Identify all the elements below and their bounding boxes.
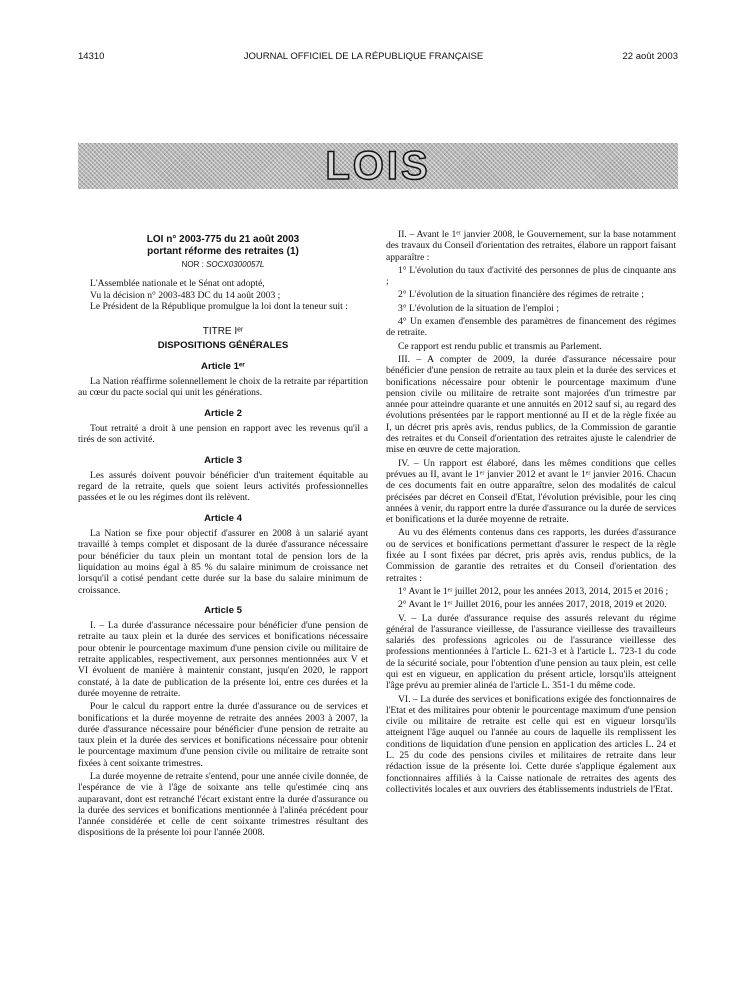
law-title (78, 234, 368, 257)
intro-line: Vu la décision n° 2003-483 DC du 14 août 2003 ; (90, 289, 281, 301)
article-1-heading: Article 1ᵉʳ (201, 360, 245, 372)
paragraph-iv: IV. – Un rapport est élaboré, dans les mêmes conditions que celles prévues au II, avant le 1ᵉʳ janvier 2012 et avant le 1ᵉʳ janvier 2016. Chacun de ces documents fait en outre apparaître, selon des modalités de calcul précisées par décret en Conseil d'Etat, l'évolution prévisible, pour les cinq années à venir, du rapport entre la durée d'assurance ou la durée de services et bonifications et la durée moyenne de retraite. (386, 457, 676, 526)
list-item: 2° Avant le 1ᵉʳ Juillet 2016, pour les années 2017, 2018, 2019 et 2020. (398, 599, 667, 611)
list-item: 3° L'évolution de la situation de l'emploi ; (398, 302, 560, 314)
article-5-paragraph: La durée moyenne de retraite s'entend, pour une année civile donnée, de l'espérance de vie à l'âge de soixante ans telle qu'estimée cinq ans auparavant, dont est retranché l'écart existant entre la durée d'assurance ou la durée des services et bonifications mentionnée à l'alinéa précédent pour l'année considérée et celle de cent soixante trimestres résultant des dispositions de la présente loi pour l'année 2008. (78, 770, 368, 839)
dispositions-heading: DISPOSITIONS GÉNÉRALES (157, 340, 289, 352)
paragraph: Ce rapport est rendu public et transmis au Parlement. (398, 340, 602, 352)
article-5-heading: Article 5 (204, 604, 242, 616)
page-header (78, 48, 678, 64)
intro-line: L'Assemblée nationale et le Sénat ont adopté, (90, 278, 265, 290)
nor-reference (78, 259, 368, 270)
law-title-line1: LOI n° 2003-775 du 21 août 2003 (146, 234, 300, 245)
article-2-heading: Article 2 (204, 407, 242, 419)
journal-title: JOURNAL OFFICIEL DE LA RÉPUBLIQUE FRANÇAISE (243, 50, 484, 62)
law-title-line2: portant réforme des retraites (1) (147, 245, 299, 257)
law-intro (78, 278, 368, 312)
page-number: 14310 (78, 50, 105, 62)
article-3-heading: Article 3 (204, 454, 242, 466)
list-item: 4° Un examen d'ensemble des paramètres de financement des régimes de retraite. (386, 316, 676, 339)
list-item: 1° Avant le 1ᵉʳ juillet 2012, pour les années 2013, 2014, 2015 et 2016 ; (398, 585, 669, 597)
list-item: 1° L'évolution du taux d'activité des personnes de plus de cinquante ans ; (386, 264, 676, 288)
section-title: LOIS (325, 144, 431, 188)
list-item: 2° L'évolution de la situation financière des régimes de retraite ; (398, 289, 644, 301)
article-2-text: Tout retraité a droit à une pension en rapport avec les revenus qu'il a tirés de son activité. (78, 422, 368, 446)
article-5-paragraph: Pour le calcul du rapport entre la durée d'assurance ou de services et bonifications et la durée moyenne de retraite des années 2003 à 2007, la durée d'assurance nécessaire pour bénéficier d'une pension de retraite au taux plein et la durée des services et bonifications nécessaire pour obtenir le pourcentage maximum d'une pension civile ou militaire de retraite sont fixées à cent soixante trimestres. (78, 701, 368, 769)
article-4-text: La Nation se fixe pour objectif d'assurer en 2008 à un salarié ayant travaillé à temps complet et disposant de la durée d'assurance nécessaire pour bénéficier du taux plein un montant total de pension lors de la liquidation au moins égal à 85 % du salaire minimum de croissance net lorsqu'il a cotisé pendant cette durée sur la base du salaire minimum de croissance. (78, 528, 368, 596)
paragraph-v: V. – La durée d'assurance requise des assurés relevant du régime général de l'assurance vieillesse, de l'assurance vieillesse des travailleurs salariés des professions agricoles ou de l'assurance vieillesse des professions mentionnées à l'article L. 621-3 et à l'article L. 723-1 du code de la sécurité sociale, pour l'obtention d'une pension au taux plein, est celle qui est en vigueur, en application du présent article, lorsqu'ils atteignent l'âge prévu au premier alinéa de l'article L. 351-1 du même code. (386, 612, 676, 692)
nor-label: NOR : (181, 260, 204, 269)
paragraph-vi: VI. – La durée des services et bonifications exigée des fonctionnaires de l'Etat et des militaires pour obtenir le pourcentage maximum d'une pension civile ou militaire de retraite est celle qui est en vigueur lorsqu'ils atteignent l'âge auquel ou l'année au cours de laquelle ils remplissent les conditions de liquidation d'une pension en application des articles L. 24 et L. 25 du code des pensions civiles et militaires de retraite dans leur rédaction issue de la présente loi. Cette durée s'applique également aux fonctionnaires affiliés à la Caisse nationale de retraites des agents des collectivités locales et aux ouvriers des établissements industriels de l'Etat. (386, 693, 676, 795)
left-column (78, 228, 368, 841)
paragraph-ii: II. – Avant le 1ᵉʳ janvier 2008, le Gouvernement, sur la base notamment des travaux du Conseil d'orientation des retraites, élabore un rapport faisant apparaître : (386, 229, 676, 263)
article-1-text: La Nation réaffirme solennellement le choix de la retraite par répartition au cœur du pacte social qui unit les générations. (78, 376, 368, 399)
article-5-paragraph: I. – La durée d'assurance nécessaire pour bénéficier d'une pension de retraite au taux plein et la durée des services et bonifications nécessaire pour obtenir le pourcentage maximum d'une pension civile ou militaire de retraite applicables, respectivement, aux personnes mentionnées aux V et VI évoluent de manière à maintenir constant, jusqu'en 2020, le rapport constaté, à la date de publication de la présente loi, entre ces durées et la durée moyenne de retraite. (78, 620, 368, 699)
nor-code: SOCX0300057L (206, 260, 265, 269)
article-4-heading: Article 4 (204, 512, 242, 524)
intro-line: Le Président de la République promulgue la loi dont la teneur suit : (90, 300, 348, 312)
section-banner (78, 143, 678, 189)
right-column (386, 229, 676, 797)
article-3-text: Les assurés doivent pouvoir bénéficier d'un traitement équitable au regard de la retraite, quels que soient leurs activités professionnelles passées et le ou les régimes dont ils relèvent. (78, 469, 368, 504)
issue-date: 22 août 2003 (622, 50, 678, 62)
paragraph-iii: III. – A compter de 2009, la durée d'assurance nécessaire pour bénéficier d'une pension de retraite au taux plein et la durée des services et bonifications nécessaire pour obtenir le pourcentage maximum d'une pension civile ou militaire de retraite sont majorées d'un trimestre par année pour atteindre quarante et une annuités en 2012 sauf si, au regard des évolutions présentées par le rapport mentionné au II et de la règle fixée au I, un décret pris après avis, rendus publics, de la Commission de garantie des retraites et du Conseil d'orientation des retraites ajuste le calendrier de mise en œuvre de cette majoration. (386, 353, 676, 456)
titre-heading: TITRE Iᵉʳ (202, 326, 244, 338)
paragraph: Au vu des éléments contenus dans ces rapports, les durées d'assurance ou de services et bonifications permettant d'assurer le respect de la règle fixée au I sont fixées par décret, pris après avis, rendus publics, de la Commission de garantie des retraites et du Conseil d'orientation des retraites : (386, 527, 676, 584)
